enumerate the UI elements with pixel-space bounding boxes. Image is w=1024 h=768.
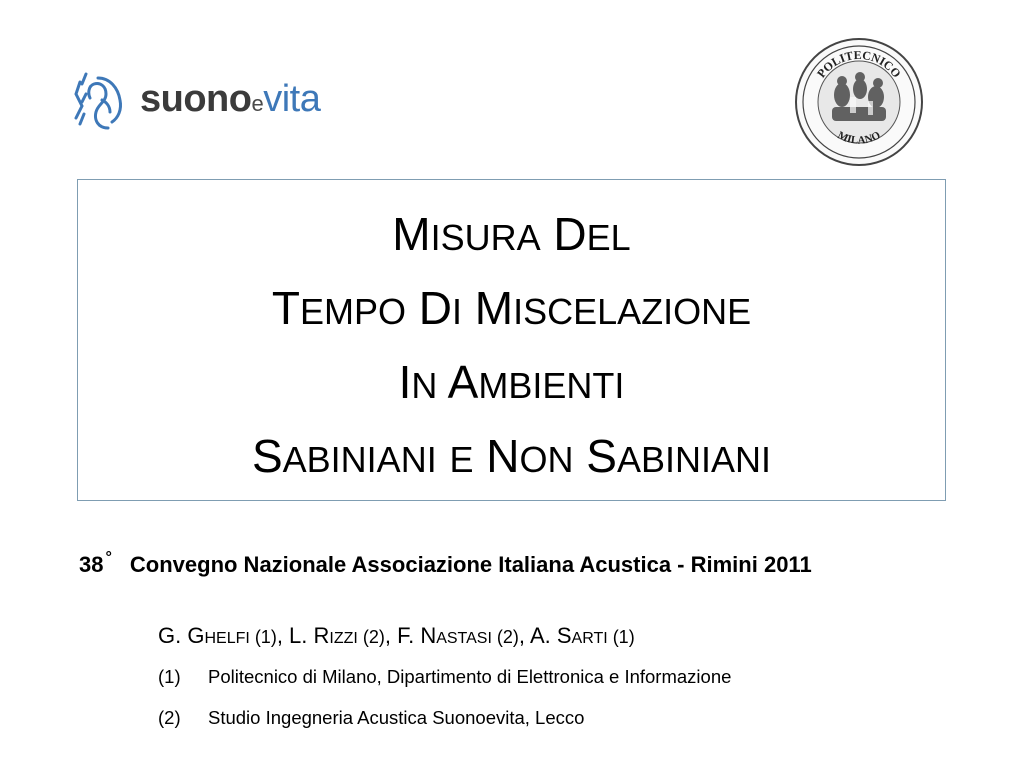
conference-text: Convegno Nazionale Associazione Italiana Acustica - Rimini 2011: [129, 552, 812, 577]
author-cap: S: [556, 623, 572, 648]
author-cap: R: [313, 623, 330, 648]
title-cap: A: [447, 356, 479, 408]
author-rest: ARTI: [571, 630, 608, 647]
conference-number: 38: [79, 552, 104, 577]
seal-top-text: POLITECNICO: [814, 47, 904, 81]
title-box: [77, 179, 946, 501]
ear-icon: [72, 64, 136, 140]
author-initial: F.: [397, 623, 421, 648]
author: [530, 623, 635, 648]
title-rest: ABINIANI: [616, 439, 772, 480]
title-line-2: [78, 280, 945, 340]
logo-word-e: e: [251, 91, 264, 116]
logo-word-light: vita: [263, 78, 321, 120]
title-cap: T: [271, 282, 300, 334]
author-aff: (2): [357, 627, 385, 647]
author-aff: (1): [607, 627, 635, 647]
author: [397, 623, 530, 648]
title-cap: M: [474, 282, 514, 334]
author-rest: IZZI: [329, 630, 358, 647]
title-rest: EMPO: [299, 291, 406, 332]
title-rest: EL: [586, 217, 631, 258]
author: [158, 623, 289, 648]
title-rest: E: [449, 439, 474, 480]
title-cap: I: [398, 356, 412, 408]
politecnico-seal: [794, 37, 924, 167]
title-rest: ISURA: [430, 217, 541, 258]
authors-line: [158, 623, 635, 649]
seal-bottom-text: MILANO: [835, 129, 883, 147]
logo-wordmark: [140, 78, 320, 121]
title-rest: ON: [519, 439, 574, 480]
affiliation-text: Studio Ingegneria Acustica Suonoevita, Lecco: [208, 707, 585, 728]
author-cap: N: [420, 623, 437, 648]
author-sep: ,: [276, 623, 290, 648]
title-line-3: [78, 354, 945, 414]
author-rest: HELFI: [204, 630, 250, 647]
logo-word-bold: suono: [140, 78, 252, 120]
author-sep: ,: [384, 623, 398, 648]
conference-degree: °: [105, 549, 112, 566]
title-cap: N: [486, 430, 520, 482]
author-initial: G.: [158, 623, 188, 648]
title-rest: N: [411, 365, 438, 406]
affiliation-line: [158, 707, 584, 729]
suonoevita-logo: [72, 64, 352, 140]
affiliation-number: (2): [158, 707, 181, 728]
affiliation-line: [158, 666, 731, 688]
affiliation-number: (1): [158, 666, 181, 687]
affiliation-text: Politecnico di Milano, Dipartimento di Elettronica e Informazione: [208, 666, 732, 687]
conference-line: [79, 549, 812, 578]
title-rest: I: [451, 291, 462, 332]
title-cap: D: [418, 282, 452, 334]
author-sep: ,: [518, 623, 530, 648]
title-cap: D: [553, 208, 587, 260]
title-cap: S: [586, 430, 617, 482]
title-rest: MBIENTI: [478, 365, 625, 406]
title-cap: M: [392, 208, 431, 260]
author: [289, 623, 397, 648]
author-cap: G: [187, 623, 205, 648]
author-aff: (1): [249, 627, 277, 647]
title-rest: ISCELAZIONE: [513, 291, 752, 332]
author-initial: A.: [529, 623, 557, 648]
author-rest: ASTASI: [436, 630, 492, 647]
author-aff: (2): [491, 627, 519, 647]
title-rest: ABINIANI: [282, 439, 437, 480]
title-line-4: [78, 428, 945, 488]
title-line-1: [78, 206, 945, 266]
author-initial: L.: [289, 623, 314, 648]
title-cap: S: [251, 430, 283, 482]
